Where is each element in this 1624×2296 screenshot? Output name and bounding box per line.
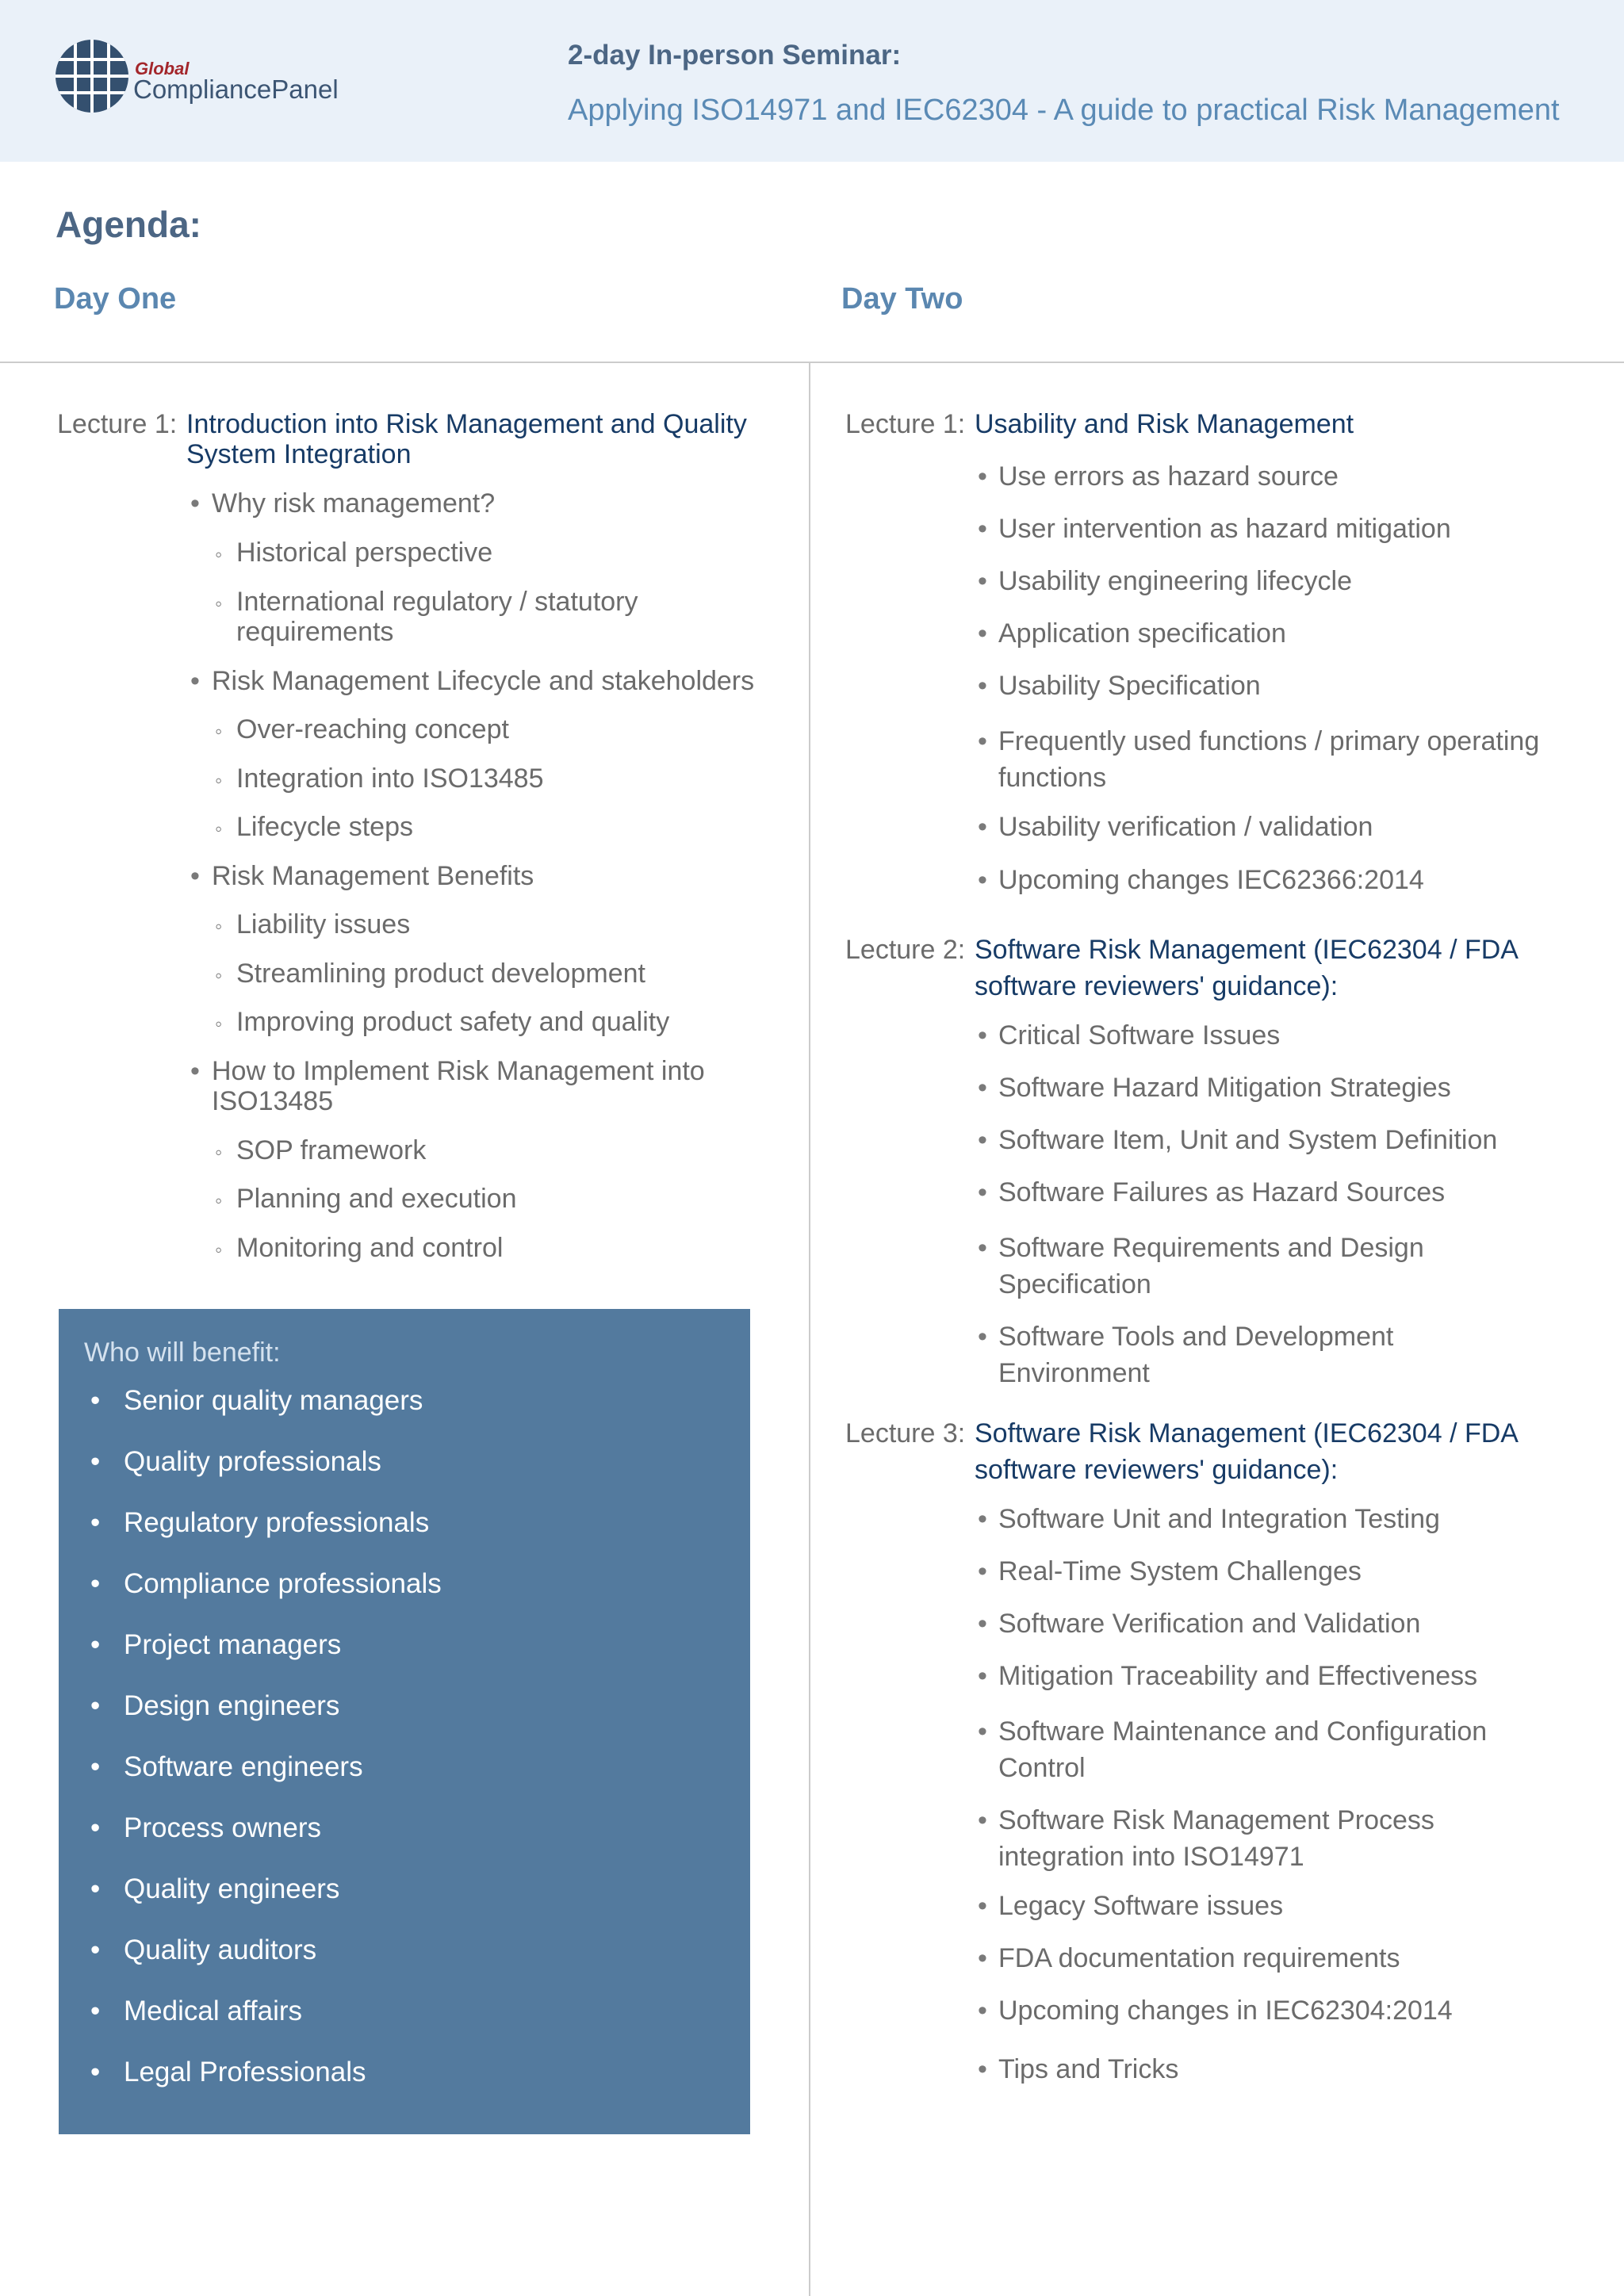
list-item: • Usability engineering lifecycle bbox=[978, 566, 1353, 596]
list-item: ◦ International regulatory / statutory requirements bbox=[215, 587, 638, 647]
list-item: ◦ Over-reaching concept bbox=[215, 714, 509, 744]
list-item: • Usability verification / validation bbox=[978, 812, 1373, 842]
list-item: • Mitigation Traceability and Effectiveness bbox=[978, 1661, 1478, 1691]
page-header bbox=[0, 0, 1624, 162]
seminar-type: 2-day In-person Seminar: bbox=[568, 40, 902, 71]
day2-lecture1 bbox=[845, 409, 1591, 441]
list-item: ◦ Streamlining product development bbox=[215, 959, 645, 989]
day2-lecture2 bbox=[845, 932, 1591, 1004]
lecture-label: Lecture 3: bbox=[845, 1418, 966, 1448]
list-item: • Real-Time System Challenges bbox=[978, 1556, 1362, 1586]
list-item: • Software Maintenance and Configuration Control bbox=[978, 1716, 1488, 1783]
lecture-label: Lecture 2: bbox=[845, 935, 966, 965]
list-item: • Software Hazard Mitigation Strategies bbox=[978, 1073, 1451, 1103]
column-divider bbox=[809, 362, 810, 2296]
list-item: • Software Tools and Development Environment bbox=[978, 1322, 1394, 1388]
logo-global-text: Global bbox=[135, 59, 190, 78]
list-item: • Critical Software Issues bbox=[978, 1020, 1281, 1050]
day-one-heading: Day One bbox=[54, 282, 177, 316]
lecture-label: Lecture 1: bbox=[845, 409, 966, 439]
lecture-title: Usability and Risk Management bbox=[975, 409, 1354, 439]
list-item: • Upcoming changes in IEC62304:2014 bbox=[978, 1996, 1453, 2026]
list-item: • Software Item, Unit and System Definition bbox=[978, 1125, 1498, 1155]
list-item: • Tips and Tricks bbox=[978, 2054, 1179, 2084]
day-two-heading: Day Two bbox=[841, 282, 963, 316]
list-item: • Upcoming changes IEC62366:2014 bbox=[978, 865, 1424, 895]
list-item: • Software Unit and Integration Testing bbox=[978, 1504, 1440, 1534]
list-item: ◦ Improving product safety and quality bbox=[215, 1007, 670, 1037]
section-divider bbox=[0, 362, 1624, 363]
list-item: • FDA documentation requirements bbox=[978, 1943, 1400, 1973]
list-item: • Application specification bbox=[978, 618, 1286, 649]
list-item: • Use errors as hazard source bbox=[978, 461, 1339, 492]
list-item: ◦ Liability issues bbox=[215, 909, 411, 939]
list-item: ◦ Planning and execution bbox=[215, 1184, 517, 1214]
list-item: ◦ Lifecycle steps bbox=[215, 812, 413, 842]
day1-lecture1 bbox=[57, 409, 771, 473]
list-item: ◦ SOP framework bbox=[215, 1135, 427, 1165]
list-item: • Risk Management Benefits bbox=[190, 861, 534, 891]
list-item: • Software Risk Management Process integration into ISO14971 bbox=[978, 1805, 1434, 1872]
lecture-label: Lecture 1: bbox=[57, 409, 178, 439]
list-item: • Software Failures as Hazard Sources bbox=[978, 1177, 1446, 1207]
list-item: ◦ Integration into ISO13485 bbox=[215, 763, 544, 794]
who-will-benefit-box: Who will benefit: • Senior quality managers • Quality professionals • Regulatory professionals • Compliance professionals • Project managers • Design engineers • Software engineers • Process owners • Quality engineers • Quality auditors • Medical affairs • Legal Professionals bbox=[59, 1309, 750, 2134]
list-item: ◦ Monitoring and control bbox=[215, 1233, 504, 1263]
list-item: • Software Verification and Validation bbox=[978, 1609, 1421, 1639]
globe-logo-icon bbox=[54, 38, 130, 114]
list-item: • Legacy Software issues bbox=[978, 1891, 1284, 1921]
lecture-title: Introduction into Risk Management and Quality System Integration bbox=[186, 409, 747, 469]
logo-name-text: CompliancePanel bbox=[133, 75, 339, 104]
list-item: ◦ Historical perspective bbox=[215, 538, 493, 568]
list-item: • Risk Management Lifecycle and stakeholders bbox=[190, 666, 755, 696]
list-item: • User intervention as hazard mitigation bbox=[978, 514, 1451, 544]
company-logo bbox=[54, 38, 339, 117]
list-item: • Frequently used functions / primary operating functions bbox=[978, 726, 1540, 793]
list-item: • How to Implement Risk Management into ISO13485 bbox=[190, 1056, 705, 1116]
list-item: • Why risk management? bbox=[190, 488, 496, 519]
lecture-title: Software Risk Management (IEC62304 / FDA software reviewers' guidance): bbox=[975, 1418, 1518, 1485]
list-item: • Software Requirements and Design Specification bbox=[978, 1233, 1424, 1299]
list-item: • Usability Specification bbox=[978, 671, 1261, 701]
lecture-title: Software Risk Management (IEC62304 / FDA software reviewers' guidance): bbox=[975, 935, 1518, 1001]
benefit-title: Who will benefit: bbox=[84, 1337, 281, 1368]
agenda-heading: Agenda: bbox=[56, 204, 201, 245]
seminar-title: Applying ISO14971 and IEC62304 - A guide to practical Risk Management bbox=[568, 94, 1560, 127]
day2-lecture3 bbox=[845, 1415, 1591, 1488]
